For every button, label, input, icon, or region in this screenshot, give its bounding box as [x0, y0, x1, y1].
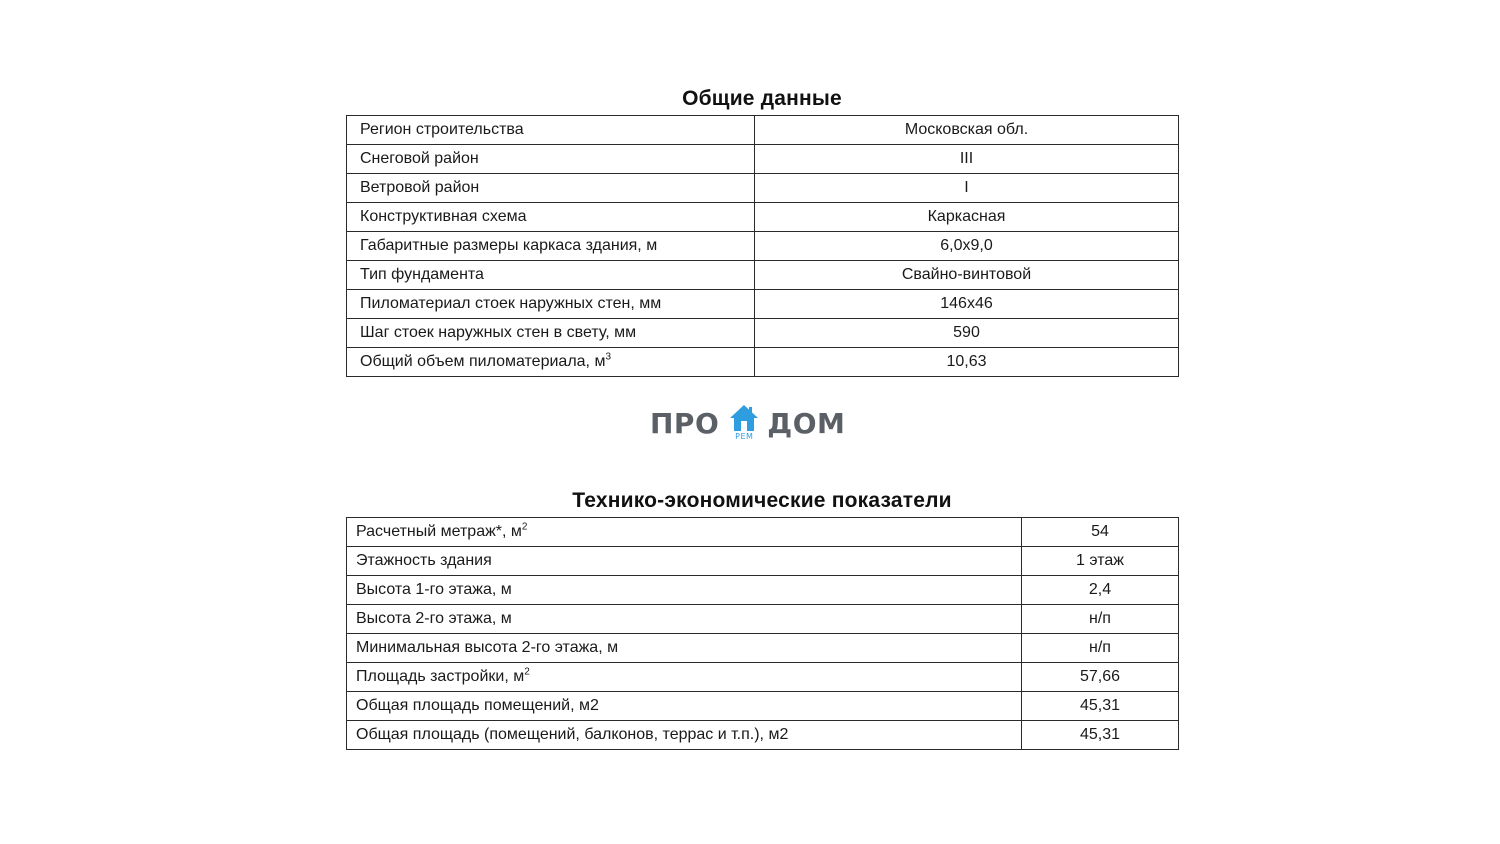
- row-value: 57,66: [1022, 663, 1179, 692]
- row-label: Минимальная высота 2-го этажа, м: [347, 634, 1022, 663]
- table-row: [347, 518, 1179, 547]
- tech-economic-title: Технико-экономические показатели: [572, 489, 952, 512]
- row-label: Общая площадь помещений, м2: [347, 692, 1022, 721]
- row-value: 45,31: [1022, 721, 1179, 750]
- row-label: Тип фундамента: [347, 261, 755, 290]
- row-label: Общая площадь (помещений, балконов, террас и т.п.), м2: [347, 721, 1022, 750]
- row-value: 590: [755, 319, 1179, 348]
- pro-dom-logo: [650, 402, 845, 444]
- table-row: [347, 663, 1179, 692]
- row-label: Ветровой район: [347, 174, 755, 203]
- row-label: [347, 348, 755, 377]
- house-icon: [727, 403, 761, 443]
- row-label: Конструктивная схема: [347, 203, 755, 232]
- row-value: 2,4: [1022, 576, 1179, 605]
- row-value: 45,31: [1022, 692, 1179, 721]
- row-label-text: Общий объем пиломатериала, м: [360, 353, 606, 370]
- row-label: Высота 2-го этажа, м: [347, 605, 1022, 634]
- logo-text-right: ДОМ: [767, 406, 846, 440]
- row-value: 146х46: [755, 290, 1179, 319]
- row-value: н/п: [1022, 605, 1179, 634]
- general-data-title: Общие данные: [682, 87, 842, 110]
- row-value: Свайно-винтовой: [755, 261, 1179, 290]
- row-value: 10,63: [755, 348, 1179, 377]
- row-value: III: [755, 145, 1179, 174]
- row-label: Шаг стоек наружных стен в свету, мм: [347, 319, 755, 348]
- unit-superscript: 3: [605, 351, 611, 363]
- table-row: [347, 174, 1179, 203]
- logo-text-left: ПРО: [650, 406, 720, 440]
- table-row: [347, 634, 1179, 663]
- table-row: [347, 232, 1179, 261]
- row-label: Пиломатериал стоек наружных стен, мм: [347, 290, 755, 319]
- logo-subtext: РЕМ: [735, 432, 754, 441]
- row-value: н/п: [1022, 634, 1179, 663]
- table-row: [347, 290, 1179, 319]
- row-label: Снеговой район: [347, 145, 755, 174]
- row-label: [347, 518, 1022, 547]
- tech-economic-table: [346, 517, 1179, 750]
- row-label: [347, 663, 1022, 692]
- table-row: [347, 319, 1179, 348]
- row-value: Каркасная: [755, 203, 1179, 232]
- table-row: [347, 261, 1179, 290]
- row-value: 6,0х9,0: [755, 232, 1179, 261]
- table-row: [347, 348, 1179, 377]
- row-value: 54: [1022, 518, 1179, 547]
- table-row: [347, 721, 1179, 750]
- row-label-text: Площадь застройки, м: [356, 668, 525, 685]
- row-value: 1 этаж: [1022, 547, 1179, 576]
- row-label-text: Расчетный метраж*, м: [356, 523, 522, 540]
- table-row: [347, 692, 1179, 721]
- table-row: [347, 605, 1179, 634]
- table-row: [347, 145, 1179, 174]
- table-row: [347, 116, 1179, 145]
- row-label: Габаритные размеры каркаса здания, м: [347, 232, 755, 261]
- row-value: Московская обл.: [755, 116, 1179, 145]
- unit-superscript: 2: [521, 521, 528, 533]
- table-row: [347, 576, 1179, 605]
- general-data-table: [346, 115, 1179, 377]
- table-row: [347, 547, 1179, 576]
- row-value: I: [755, 174, 1179, 203]
- row-label: Высота 1-го этажа, м: [347, 576, 1022, 605]
- unit-superscript: 2: [524, 666, 530, 678]
- table-row: [347, 203, 1179, 232]
- row-label: Этажность здания: [347, 547, 1022, 576]
- row-label: Регион строительства: [347, 116, 755, 145]
